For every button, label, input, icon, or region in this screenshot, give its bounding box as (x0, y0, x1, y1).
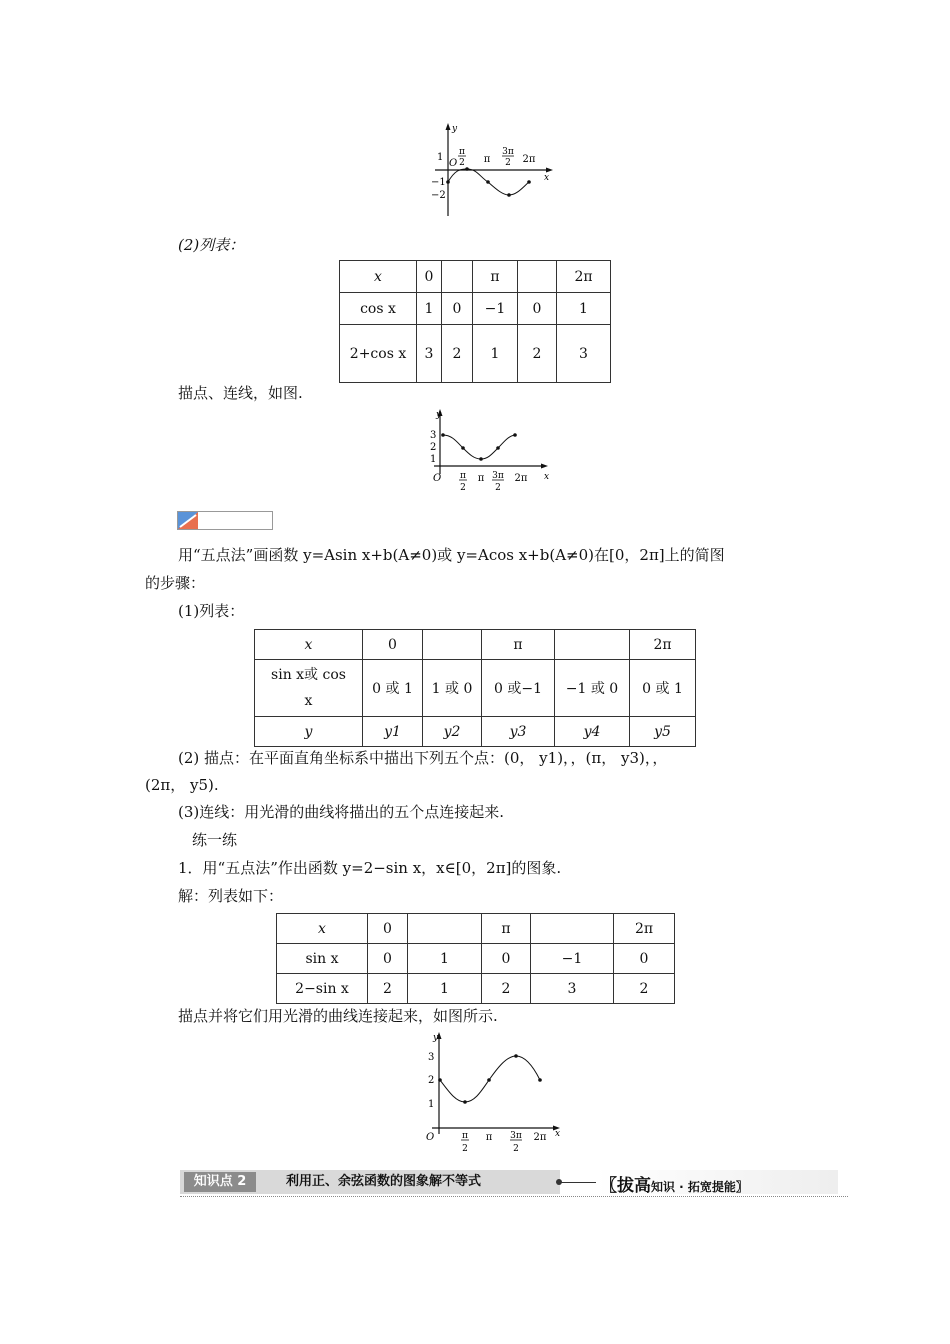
svg-text:π: π (462, 1131, 468, 1141)
table-2-cell: sin x或 cos x (255, 660, 363, 717)
table-3-cell: 0 (482, 944, 531, 974)
table-2-cell: y2 (423, 717, 482, 747)
svg-text:2: 2 (513, 1144, 519, 1154)
graph-3-ytick-1: 3 (428, 1052, 435, 1063)
table-3-cell: 0 (368, 944, 408, 974)
graph-3-y-label: y (433, 1033, 439, 1043)
table-2-cell: −1 或 0 (555, 660, 630, 717)
graph-3-x-label: x (555, 1129, 561, 1139)
svg-text:2π: 2π (514, 473, 528, 484)
table-1-cell: 0 (417, 261, 442, 293)
graph-2-ytick-2: 2 (430, 442, 437, 453)
table-2-cell: 2π (630, 630, 696, 660)
table-1-cell: 2+cos x (340, 325, 417, 383)
table-3-cell: 3 (531, 974, 614, 1004)
table-2-cell (555, 630, 630, 660)
knowledge-point-bar (180, 1170, 838, 1194)
table-1-cell: −1 (473, 293, 518, 325)
graph-1-ytick-3: −2 (431, 190, 446, 201)
graph-3 (420, 1030, 570, 1162)
graph-2-x-label: x (544, 472, 550, 482)
table-2-cell: 0 或 1 (363, 660, 423, 717)
after-table-1-text: 描点、连线，如图. (178, 384, 303, 402)
svg-text:π: π (485, 1132, 493, 1143)
table-1-cell: x (340, 261, 417, 293)
table-3-cell: −1 (531, 944, 614, 974)
table-3 (276, 913, 675, 1004)
table-1-cell: 0 (518, 293, 557, 325)
graph-1-y-label: y (452, 124, 458, 134)
step-2-line-1: (2) 描点：在平面直角坐标系中描出下列五个点：(0， y1)，，(π， y3)，， (178, 749, 668, 767)
table-1-cell: 2 (442, 325, 473, 383)
note-icon-bar (177, 511, 273, 530)
table-3-cell (408, 914, 482, 944)
table-2-cell: y4 (555, 717, 630, 747)
graph-2-y-label: y (436, 410, 442, 420)
table-1-cell: 1 (557, 293, 611, 325)
step-3: (3)连线：用光滑的曲线将描出的五个点连接起来. (178, 803, 505, 821)
after-table-3-text: 描点并将它们用光滑的曲线连接起来，如图所示. (178, 1007, 498, 1025)
table-3-cell: 2−sin x (277, 974, 368, 1004)
graph-1-xtick-1: π (459, 147, 465, 157)
graph-3-ytick-3: 1 (428, 1099, 435, 1110)
graph-1-xtick-3: 3π (502, 147, 514, 157)
table-2-cell: x (255, 630, 363, 660)
graph-3-ytick-2: 2 (428, 1075, 435, 1086)
table-2-cell: π (482, 630, 555, 660)
table-3-cell: 2 (368, 974, 408, 1004)
graph-1-x-label: x (544, 173, 550, 183)
table-3-cell: 1 (408, 974, 482, 1004)
table-2-cell: 1 或 0 (423, 660, 482, 717)
graph-1 (425, 120, 560, 220)
graph-1-ytick-1: 1 (437, 152, 444, 163)
table-3-cell: 2 (482, 974, 531, 1004)
graph-1-origin: O (449, 158, 458, 169)
svg-text:2: 2 (459, 158, 465, 168)
table-3-cell: sin x (277, 944, 368, 974)
table-2 (254, 629, 696, 747)
svg-text:2: 2 (505, 158, 511, 168)
svg-text:π: π (477, 473, 485, 484)
table-1-cell: 3 (557, 325, 611, 383)
graph-2-ytick-3: 1 (430, 454, 437, 465)
svg-text:2: 2 (460, 483, 466, 493)
table-1-cell: π (473, 261, 518, 293)
table-1 (339, 260, 611, 383)
bar-connector-dot (556, 1179, 562, 1185)
table-1-cell: 3 (417, 325, 442, 383)
table-1-cell: 2π (557, 261, 611, 293)
graph-2-origin: O (433, 473, 442, 484)
knowledge-point-title: 利用正、余弦函数的图象解不等式 (286, 1174, 482, 1189)
table-3-cell: 1 (408, 944, 482, 974)
practice-title: 练一练 (192, 831, 238, 849)
graph-2 (426, 408, 556, 494)
table-2-cell: 0 或−1 (482, 660, 555, 717)
svg-text:2: 2 (495, 483, 501, 493)
table-1-cell: cos x (340, 293, 417, 325)
table-2-cell: y1 (363, 717, 423, 747)
section-2-label: (2)列表： (178, 236, 245, 254)
table-3-cell: x (277, 914, 368, 944)
graph-3-origin: O (426, 1132, 435, 1143)
right-label-small: 知识 · 拓宽提能〗 (651, 1180, 748, 1194)
table-3-cell (531, 914, 614, 944)
pencil-note-icon (178, 512, 198, 529)
table-3-cell: 0 (368, 914, 408, 944)
table-2-cell: y (255, 717, 363, 747)
graph-2-ytick-1: 3 (430, 430, 437, 441)
table-1-cell: 0 (442, 293, 473, 325)
table-2-cell: 0 或 1 (630, 660, 696, 717)
table-2-cell: 0 (363, 630, 423, 660)
table-3-cell: π (482, 914, 531, 944)
svg-text:3π: 3π (510, 1131, 522, 1141)
summary-para-line-1: 用“五点法”画函数 y=Asin x+b(A≠0)或 y=Acos x+b(A≠0)在[0，2π]上的简图 (178, 546, 725, 564)
right-label-bold: 〖拔高 (600, 1176, 651, 1196)
bar-dotted-underline (180, 1196, 848, 1197)
summary-para-line-2: 的步骤： (145, 574, 206, 592)
svg-text:2π: 2π (533, 1132, 547, 1143)
step-1-label: (1)列表： (178, 602, 245, 620)
table-2-cell: y3 (482, 717, 555, 747)
step-2-line-2: (2π， y5). (145, 776, 219, 794)
svg-text:2: 2 (462, 1144, 468, 1154)
knowledge-bar-right-label (600, 1171, 748, 1196)
table-1-cell: 1 (473, 325, 518, 383)
bar-connector (560, 1182, 596, 1183)
knowledge-point-tag: 知识点 2 (184, 1172, 256, 1192)
table-3-cell: 2 (614, 974, 675, 1004)
table-3-cell: 2π (614, 914, 675, 944)
svg-text:π: π (460, 471, 466, 481)
graph-1-ytick-2: −1 (431, 177, 446, 188)
table-1-cell: 1 (417, 293, 442, 325)
graph-1-xtick-2: π (483, 154, 491, 165)
solution-intro: 解：列表如下： (178, 887, 284, 905)
table-2-cell (423, 630, 482, 660)
table-3-cell: 0 (614, 944, 675, 974)
table-2-cell: y5 (630, 717, 696, 747)
problem-1: 1．用“五点法”作出函数 y=2−sin x，x∈[0，2π]的图象. (178, 859, 562, 877)
table-1-cell (442, 261, 473, 293)
svg-text:3π: 3π (492, 471, 504, 481)
graph-1-xtick-4: 2π (522, 154, 536, 165)
table-1-cell: 2 (518, 325, 557, 383)
table-1-cell (518, 261, 557, 293)
